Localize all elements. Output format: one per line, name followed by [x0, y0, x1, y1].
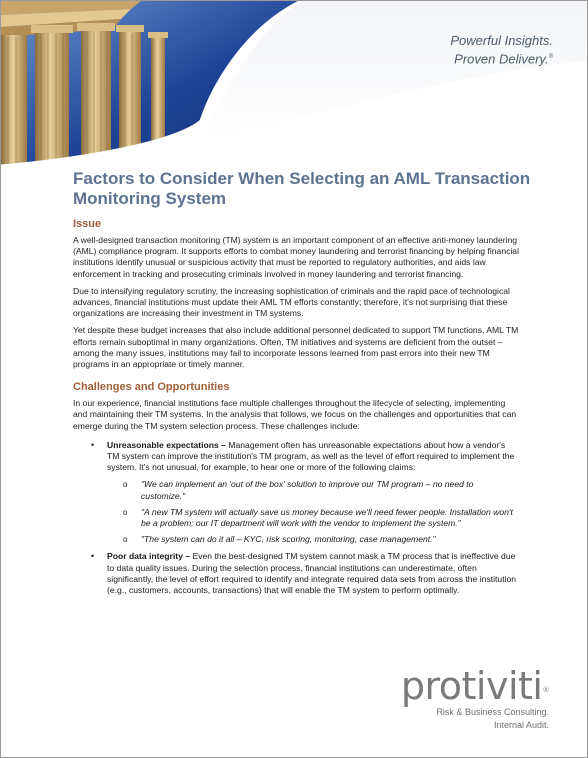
paragraph: Due to intensifying regulatory scrutiny, the increasing sophistication of criminals and the rapid pace of technological advances, financial institutions must update their AML TM efforts constantly; therefore, it's not surprising that these organizations are increasing their investment in TM systems.	[73, 285, 510, 319]
sub-list-item	[107, 534, 519, 545]
claim-text: "We can implement an 'out of the box' solution to improve our TM program – no need to customize."	[141, 479, 474, 501]
tagline	[450, 33, 553, 67]
sub-bullet-marker: o	[123, 507, 128, 517]
claim-text: "A new TM system will actually save us money because we'll need fewer people. Installation won't be a problem; our IT department will work with the vendor to implement the system."	[141, 506, 513, 529]
protiviti-logo	[400, 664, 549, 731]
tagline-line-1: Powerful Insights.	[450, 33, 553, 48]
document-body	[73, 217, 519, 602]
paragraph: Yet despite these budget increases that also include additional personnel dedicated to support TM functions, AML TM efforts remain suboptimal in many organizations. Often, TM initiatives and systems are deficient from the outset – among the many issues, institutions may fail to incorporate lessons learned from past errors into their new TM programs in an appropriate or timely manner.	[73, 325, 519, 370]
list-item	[73, 440, 519, 546]
sub-bullet-marker: o	[123, 480, 128, 490]
logo-subline-1: Risk & Business Consulting.	[436, 707, 549, 717]
classical-columns-image	[1, 1, 587, 171]
list-item	[73, 551, 519, 596]
logo-word: protiviti	[400, 664, 543, 708]
paragraph: A well-designed transaction monitoring (TM) system is an important component of an effective anti-money laundering (AML) compliance program. It supports efforts to combat money laundering and terrorist financing by helping financial institutions identify unusual or suspicious activity that must be reported to regulatory authorities, and aids law enforcement in tracking and prosecuting criminals involved in money laundering and terrorist financing.	[73, 235, 519, 279]
paragraph: In our experience, financial institutions face multiple challenges throughout the lifecycle of selecting, implementing and maintaining their TM systems. In the analysis that follows, we focus on the challenges and opportunities that can emerge during the TM system selection process. These challenges include:	[73, 398, 517, 431]
bullet-lead: Poor data integrity –	[107, 551, 191, 562]
logo-wordmark	[400, 664, 549, 708]
bullet-lead: Unreasonable expectations –	[107, 439, 226, 450]
challenge-list	[73, 440, 519, 596]
sub-list-item	[107, 479, 519, 501]
logo-subline-2: Internal Audit.	[493, 720, 549, 730]
bullet-marker: •	[91, 551, 95, 562]
sub-list-item	[107, 507, 519, 529]
tagline-registered-mark: ®	[548, 54, 553, 60]
claims-sublist	[107, 479, 519, 545]
bullet-text: Management often has unreasonable expectations about how a vendor's TM system can improve the institution's TM program, as well as the level of effort required to implement the system. It's not unusual, for example, to hear one or more of the following claims:	[107, 439, 515, 473]
section-heading-issue: Issue	[73, 218, 102, 230]
bullet-marker: •	[91, 439, 95, 450]
logo-registered-mark: ®	[542, 686, 549, 694]
sub-bullet-marker: o	[123, 535, 128, 545]
tagline-line-2	[450, 49, 553, 67]
section-heading-challenges: Challenges and Opportunities	[73, 381, 230, 394]
document-title: Factors to Consider When Selecting an AML Transaction Monitoring System	[73, 169, 531, 208]
claim-text: "The system can do it all – KYC, risk scoring, monitoring, case management."	[141, 534, 436, 545]
tagline-line-2-text: Proven Delivery.	[454, 51, 549, 67]
bullet-text: Even the best-designed TM system cannot mask a TM process that is ineffective due to data quality issues. During the selection process, financial institutions can underestimate, often significantly, the level of effort required to identify and integrate required data sets from across the institution (e.g., customers, accounts, transactions) that will enable the TM system to perform optimally.	[107, 551, 517, 596]
